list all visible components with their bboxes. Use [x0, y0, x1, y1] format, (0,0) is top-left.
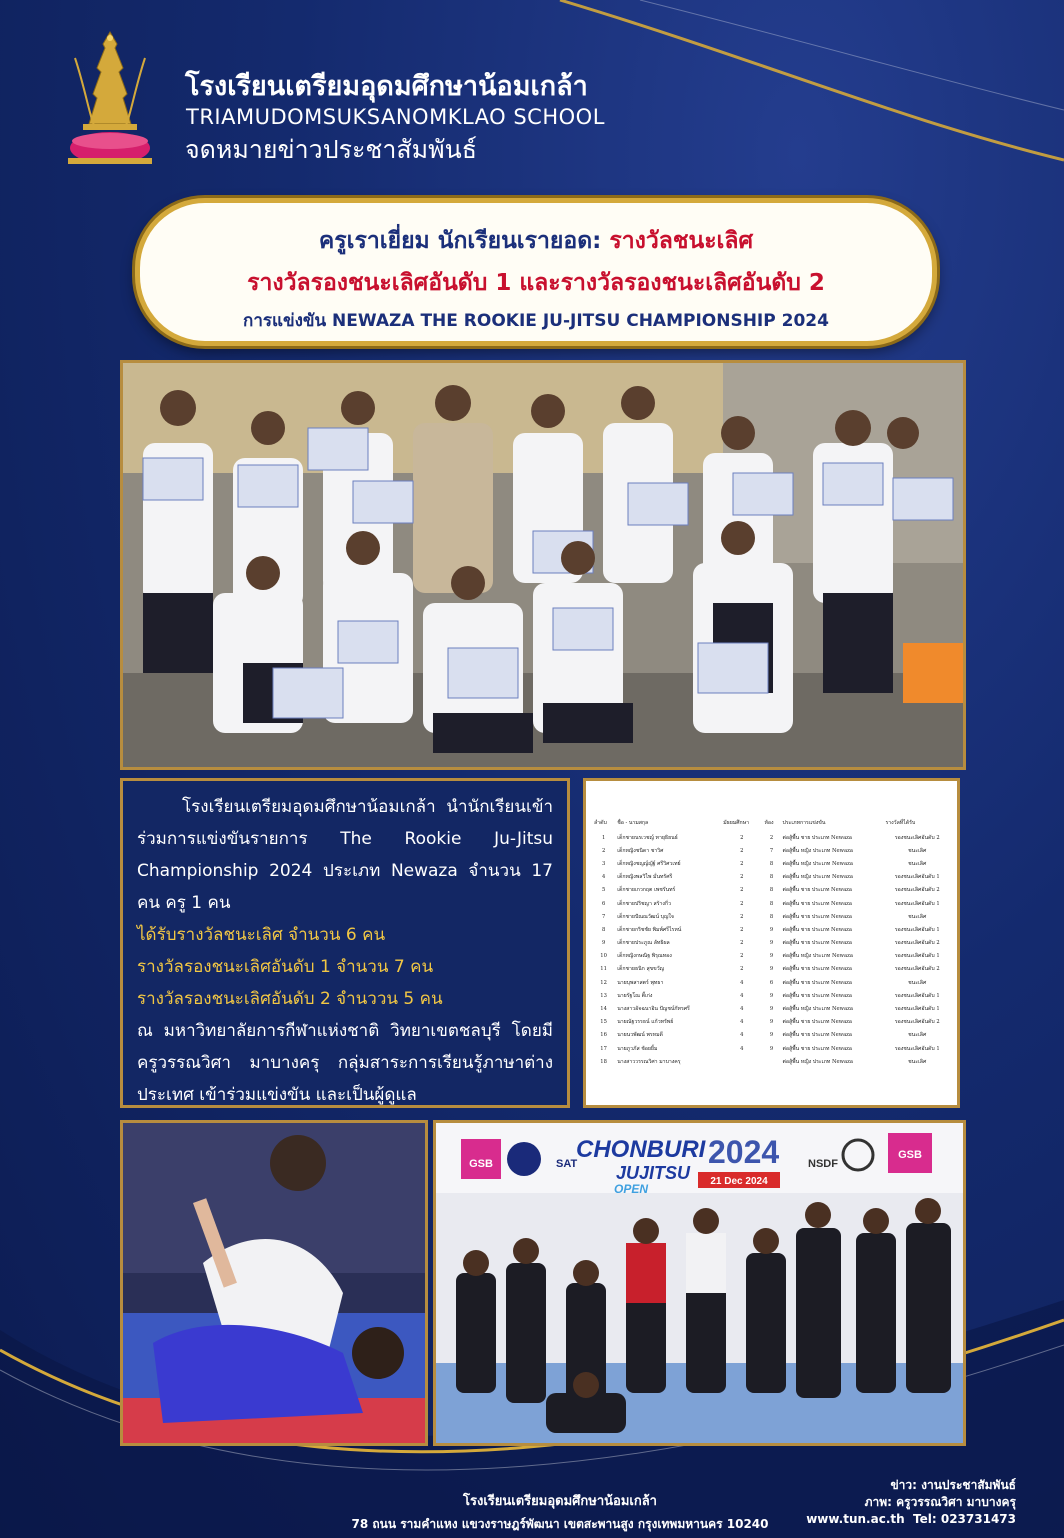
table-cell: 13	[600, 992, 607, 999]
table-row	[592, 963, 951, 976]
table-cell: 8	[601, 926, 606, 933]
table-cell: 2	[740, 887, 744, 894]
table-cell: ต่อสู้พื้น ชาย ประเภท Newaza	[782, 979, 853, 986]
headline-line-1	[140, 223, 932, 259]
sponsor-gsb-logo: GSB	[469, 1158, 493, 1170]
results-header-cell: ชื่อ - นามสกุล	[617, 820, 649, 826]
table-cell: ชนะเลิศ	[908, 860, 927, 867]
table-cell: 9	[769, 1006, 774, 1013]
table-cell: ต่อสู้พื้น ชาย ประเภท Newaza	[782, 940, 853, 947]
table-row	[592, 897, 951, 910]
table-cell: 9	[769, 940, 774, 947]
table-cell: 4	[740, 979, 744, 986]
table-cell: 6	[601, 900, 606, 907]
table-cell: 4	[740, 1006, 744, 1013]
table-cell: 2	[740, 966, 744, 973]
footer-address: 78 ถนน รามคำแหง แขวงราษฎร์พัฒนา เขตสะพานสูง กรุงเทพมหานคร 10240	[351, 1517, 769, 1531]
table-cell: นายนวพัฒน์ พรหมดี	[617, 1032, 663, 1039]
table-cell: 9	[769, 1019, 774, 1026]
table-cell: เด็กชายปริชญา สร้างกิ่ว	[617, 900, 671, 907]
school-name-english: TRIAMUDOMSUKSANOMKLAO SCHOOL	[186, 105, 605, 129]
table-cell: รองชนะเลิศอันดับ 1	[894, 926, 940, 933]
table-cell: รองชนะเลิศอันดับ 2	[894, 966, 940, 973]
award-winner-count: ได้รับรางวัลชนะเลิศ จำนวน 6 คน	[137, 925, 386, 945]
table-cell: ชนะเลิศ	[908, 847, 927, 854]
school-crest-icon	[65, 28, 155, 173]
sponsor-sat-logo: SAT	[556, 1158, 578, 1170]
table-cell: ต่อสู้พื้น ชาย ประเภท Newaza	[782, 887, 853, 894]
table-cell: ต่อสู้พื้น ชาย ประเภท Newaza	[782, 992, 853, 999]
table-cell: 18	[600, 1058, 607, 1065]
table-cell: ต่อสู้พื้น ชาย ประเภท Newaza	[782, 926, 853, 933]
table-cell: ต่อสู้พื้น ชาย ประเภท Newaza	[782, 1032, 853, 1039]
results-table-box	[583, 778, 960, 1108]
table-cell: 17	[600, 1045, 607, 1052]
table-cell	[721, 1055, 762, 1068]
contact-line	[806, 1511, 1016, 1528]
table-row	[592, 937, 951, 950]
table-row	[592, 1029, 951, 1042]
event-title-jujitsu: JUJITSU	[616, 1163, 691, 1183]
news-credit: ข่าว: งานประชาสัมพันธ์	[890, 1478, 1016, 1492]
footer-school-name: โรงเรียนเตรียมอุดมศึกษาน้อมเกล้า	[463, 1494, 657, 1509]
headline-banner	[135, 198, 937, 346]
headline-highlight: รางวัลชนะเลิศ	[609, 228, 754, 254]
table-cell: เด็กชายปัณณวัฒน์ บุญใจ	[617, 913, 674, 920]
table-cell: รองชนะเลิศอันดับ 1	[894, 874, 940, 881]
table-cell: 2	[740, 874, 744, 881]
table-cell: ต่อสู้พื้น ชาย ประเภท Newaza	[782, 966, 853, 973]
table-row	[592, 1016, 951, 1029]
table-cell: 14	[600, 1006, 607, 1013]
table-cell: 11	[600, 966, 607, 973]
table-cell: รองชนะเลิศอันดับ 1	[894, 992, 940, 999]
table-cell: 4	[740, 1032, 744, 1039]
table-cell: ต่อสู้พื้น ชาย ประเภท Newaza	[782, 900, 853, 907]
table-cell: 8	[769, 887, 774, 894]
table-cell: นายบุพสาสตร์ พุทธา	[617, 979, 664, 986]
table-cell: ต่อสู้พื้น หญิง ประเภท Newaza	[782, 1006, 853, 1013]
table-cell: 9	[769, 966, 774, 973]
table-cell: 2	[601, 847, 606, 854]
table-row	[592, 989, 951, 1002]
headline-prefix: ครูเราเยี่ยม นักเรียนเรายอด:	[318, 228, 610, 254]
sponsor-gsb-logo-right: GSB	[898, 1149, 922, 1161]
table-cell: 2	[740, 834, 744, 841]
table-cell: ต่อสู้พื้น ชาย ประเภท Newaza	[782, 834, 853, 841]
table-cell: 1	[601, 834, 606, 841]
article-paragraph-intro: โรงเรียนเตรียมอุดมศึกษาน้อมเกล้า นำนักเรียนเข้าร่วมการแข่งขันรายการ The Rookie Ju-Jitsu Championship 2024 ประเภท Newaza จำนวน 17 คน ครู 1 คน	[137, 797, 553, 913]
table-row	[592, 950, 951, 963]
table-cell: นางสาววรรณวิศา มาบางครุ	[617, 1058, 681, 1065]
table-row	[592, 1002, 951, 1015]
group-photo-students-certificates	[120, 360, 966, 770]
table-row	[592, 871, 951, 884]
table-cell: 2	[740, 900, 744, 907]
table-cell: ต่อสู้พื้น ชาย ประเภท Newaza	[782, 913, 853, 920]
table-cell: 2	[740, 860, 744, 867]
table-cell: 2	[769, 834, 774, 841]
table-cell: นายภูวภัส ช้อยยิ้ม	[617, 1045, 658, 1052]
footer-credits	[806, 1477, 1016, 1528]
table-cell: 4	[740, 1019, 744, 1026]
table-cell: ชนะเลิศ	[908, 1058, 927, 1065]
table-cell: 15	[600, 1019, 607, 1026]
results-header-cell: ลำดับ	[594, 820, 607, 826]
table-cell: ต่อสู้พื้น หญิง ประเภท Newaza	[782, 953, 853, 960]
table-cell: 9	[601, 940, 606, 947]
photo-credit: ภาพ: ครูวรรณวิศา มาบางครุ	[864, 1495, 1016, 1509]
table-cell: นายณัฐวรรธน์ แก้วทรัพย์	[617, 1019, 674, 1026]
table-cell: เด็กหญิงพลวิไพ มั่นทรัศรี	[617, 874, 673, 881]
table-cell: 9	[769, 953, 774, 960]
table-cell: เด็กชายกริชชัย พิมพ์ศรีไรหน์	[617, 926, 682, 933]
table-cell: 9	[769, 1032, 774, 1039]
table-cell: รองชนะเลิศอันดับ 2	[894, 1019, 940, 1026]
results-header-cell: มัธยมศึกษา	[723, 820, 750, 826]
results-header-cell: ห้อง	[764, 820, 774, 826]
table-cell: เด็กหญิงชนิดา ชาวิศ	[617, 847, 664, 854]
phone-number: Tel: 023731473	[913, 1512, 1016, 1526]
table-cell: ต่อสู้พื้น หญิง ประเภท Newaza	[782, 1058, 853, 1065]
headline-line-2: รางวัลรองชนะเลิศอันดับ 1 และรางวัลรองชนะเลิศอันดับ 2	[247, 270, 825, 296]
event-date-badge: 21 Dec 2024	[710, 1176, 768, 1187]
table-row	[592, 844, 951, 857]
event-year: 2024	[708, 1134, 780, 1170]
table-cell: รองชนะเลิศอันดับ 2	[894, 834, 940, 841]
photo-jujitsu-match	[120, 1120, 428, 1446]
table-cell: 9	[769, 992, 774, 999]
table-cell: เด็กหญิงกษณิฐ พิรุณทอง	[617, 953, 672, 960]
headline-line-3: การแข่งขัน NEWAZA THE ROOKIE JU-JITSU CHAMPIONSHIP 2024	[243, 311, 829, 331]
footer-school-info	[320, 1490, 800, 1534]
table-cell: 2	[740, 940, 744, 947]
table-cell: เด็กชายธนิก สุขขวัญ	[617, 966, 665, 973]
table-cell: 4	[740, 992, 744, 999]
table-row	[592, 1055, 951, 1068]
award-runner-up-1-count: รางวัลรองชนะเลิศอันดับ 1 จำนวน 7 คน	[137, 957, 434, 977]
table-cell: 7	[769, 847, 774, 854]
table-cell: ชนะเลิศ	[908, 979, 927, 986]
award-runner-up-2-count: รางวัลรองชนะเลิศอันดับ 2 จำนววน 5 คน	[137, 989, 443, 1009]
table-cell: 8	[769, 913, 774, 920]
table-cell: เด็กชายนรเวชญ์ ทายุธิยนธ์	[617, 834, 678, 841]
table-cell: 8	[769, 900, 774, 907]
table-row	[592, 1042, 951, 1055]
table-cell: 4	[740, 1045, 744, 1052]
table-cell: 9	[769, 926, 774, 933]
table-cell: ต่อสู้พื้น หญิง ประเภท Newaza	[782, 874, 853, 881]
table-cell: 7	[601, 913, 606, 920]
table-cell: ชนะเลิศ	[908, 913, 927, 920]
event-title-open: OPEN	[614, 1182, 649, 1196]
table-row	[592, 923, 951, 936]
table-cell: 9	[769, 1045, 774, 1052]
results-header-cell: รางวัลที่ได้รับ	[885, 820, 916, 826]
website-link[interactable]: www.tun.ac.th	[806, 1512, 905, 1526]
table-cell: รองชนะเลิศอันดับ 1	[894, 900, 940, 907]
table-cell: 10	[600, 953, 607, 960]
table-cell: เด็กหญิงชญญ์ญัฐ์ ศรีวิศวเทย์	[617, 860, 681, 867]
article-text-box	[120, 778, 570, 1108]
table-row	[592, 831, 951, 844]
table-cell: นายรัฐโณ ตี้เก่ง	[617, 992, 653, 999]
table-cell: 3	[601, 860, 606, 867]
table-cell: 16	[600, 1032, 607, 1039]
table-row	[592, 910, 951, 923]
table-cell: 4	[601, 874, 606, 881]
photo-chonburi-jujitsu-open-team	[433, 1120, 966, 1446]
sponsor-nsdf-logo: NSDF	[808, 1158, 838, 1170]
table-cell: รองชนะเลิศอันดับ 1	[894, 953, 940, 960]
header	[65, 28, 765, 178]
table-cell: 8	[769, 860, 774, 867]
table-cell: 2	[740, 953, 744, 960]
table-row	[592, 857, 951, 870]
table-cell: ต่อสู้พื้น หญิง ประเภท Newaza	[782, 847, 853, 854]
newsletter-label: จดหมายข่าวประชาสัมพันธ์	[185, 135, 477, 164]
table-cell: 2	[740, 847, 744, 854]
table-cell: เด็กชายประภูณ ลัทธิผล	[617, 940, 670, 947]
table-row	[592, 976, 951, 989]
event-title-chonburi: CHONBURI	[576, 1136, 706, 1163]
table-cell	[762, 1055, 780, 1068]
article-paragraph-venue: ณ มหาวิทยาลัยการกีฬาแห่งชาติ วิทยาเขตชลบุรี โดยมีครูวรรณวิศา มาบางครุ กลุ่มสาระการเรียนรู้ภาษาต่างประเทศ เข้าร่วมแข่งขัน และเป็นผู้ดูแล	[137, 1021, 553, 1105]
table-cell: 5	[601, 887, 606, 894]
table-cell: รองชนะเลิศอันดับ 1	[894, 1006, 940, 1013]
table-cell: ชนะเลิศ	[908, 1032, 927, 1039]
table-cell: นางสาวอัจฉนาอิน ปัญชน์กัทรศรี	[617, 1006, 690, 1013]
table-cell: เด็กชายเกวกฤต เพชรันทร์	[617, 887, 676, 894]
results-header-cell: ประเภทการแข่งขัน	[782, 820, 826, 826]
results-table-header	[592, 819, 951, 831]
table-cell: ต่อสู้พื้น ชาย ประเภท Newaza	[782, 1045, 853, 1052]
results-table	[592, 819, 951, 1068]
table-cell: 2	[740, 926, 744, 933]
table-cell: ต่อสู้พื้น หญิง ประเภท Newaza	[782, 860, 853, 867]
table-cell: ต่อสู้พื้น ชาย ประเภท Newaza	[782, 1019, 853, 1026]
table-cell: 2	[740, 913, 744, 920]
school-name-thai: โรงเรียนเตรียมอุดมศึกษาน้อมเกล้า	[185, 71, 588, 102]
table-cell: 6	[769, 979, 774, 986]
table-cell: รองชนะเลิศอันดับ 2	[894, 940, 940, 947]
table-cell: 8	[769, 874, 774, 881]
table-cell: รองชนะเลิศอันดับ 1	[894, 1045, 940, 1052]
table-row	[592, 884, 951, 897]
table-cell: 12	[600, 979, 607, 986]
table-cell: รองชนะเลิศอันดับ 2	[894, 887, 940, 894]
